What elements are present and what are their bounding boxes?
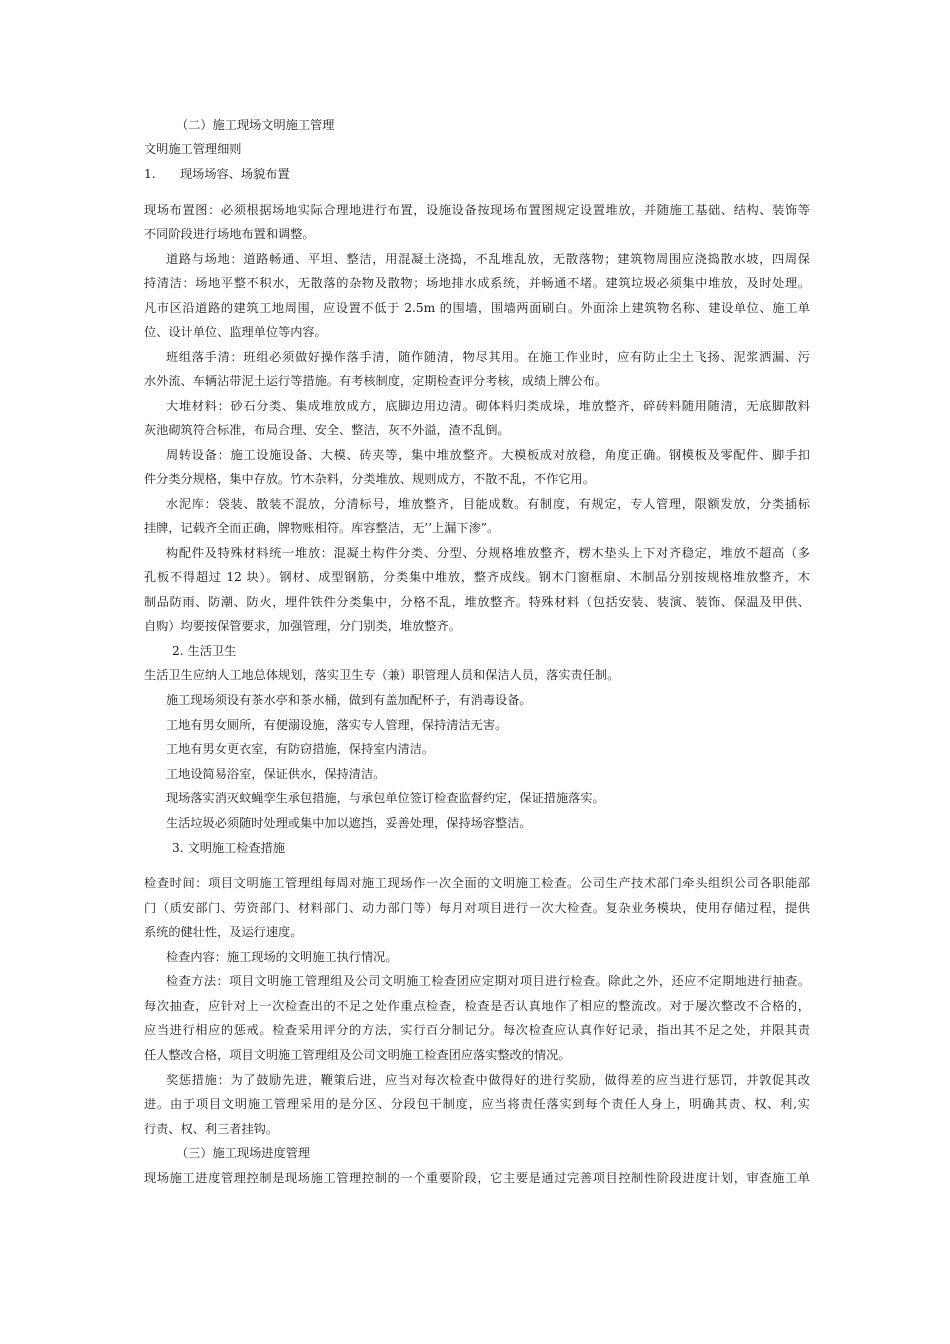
paragraph-line: 自购）均要按保管要求，加强管理，分门别类，堆放整齐。: [144, 619, 461, 633]
list-item: 施工现场须设有茶水亭和茶水桶，做到有盖加配杯子，有消毒设备。: [166, 693, 532, 707]
list-item: 现场落实消灭蚊蝇孪生承包措施，与承包单位签订检查监督约定，保证措施落实。: [166, 791, 605, 805]
list-item: 工地设简易浴室，保证供水，保持清洁。: [166, 767, 386, 781]
section-heading-3: （三）施工现场进度管理: [176, 1146, 311, 1160]
paragraph-line: 制品防雨、防潮、防火，埋件铁件分类集中，分格不乱，堆放整齐。特殊材料（包括安装、装演、装饰、保温及甲供、: [144, 595, 810, 609]
paragraph-line: 构配件及特殊材料统一堆放：混凝土构件分类、分型、分规格堆放整齐，楞木垫头上下对齐稳定，堆放不超高（多: [166, 546, 810, 560]
paragraph-line: 道路与场地：道路畅通、平坦、整洁，用混凝土浇捣，不乱堆乱放，无散落物；建筑物周围应浇捣散水坡，四周保: [166, 252, 810, 266]
paragraph-line: 生活卫生应纳人工地总体规划，落实卫生专（兼）职管理人员和保洁人员，落实责任制。: [144, 668, 620, 682]
heading-1-text: 现场场容、场貌布置: [180, 167, 290, 181]
paragraph-line: 应当进行相应的惩戒。检查采用评分的方法，实行百分制记分。每次检查应认真作好记录，指出其不足之处，并限其责: [144, 1023, 810, 1037]
paragraph-line: 水泥库：袋装、散装不混放，分清标号，堆放整齐，目能成数。有制度，有规定，专人管理，限额发放，分类插标: [166, 497, 810, 511]
heading-1: [144, 166, 810, 182]
paragraph-line: 凡市区沿道路的建筑工地周围，应设置不低于 2.5m 的围墙，围墙两面刷白。外面涂上建筑物名称、建设单位、施工单: [144, 301, 810, 315]
paragraph-line: 持清洁：场地平整不积水，无散落的杂物及散物；场地排水成系统，并畅通不堵。建筑垃圾必须集中堆放，及时处理。: [144, 276, 810, 290]
paragraph-line: 周转设备：施工设施设备、大模、砖夹等，集中堆放整齐。大模板成对放稳，角度正确。钢模板及零配件、脚手扣: [166, 448, 810, 462]
heading-1-number: 1.: [144, 167, 156, 181]
paragraph-line: 检查内容：施工现场的文明施工执行情况。: [166, 950, 398, 964]
paragraph-line: 行责、权、利三者挂钩。: [144, 1122, 279, 1136]
paragraph-line: 灰池砌筑符合标准，布局合理、安全、整洁，灰不外溢，渣不乱倒。: [144, 423, 510, 437]
list-item: 工地有男女厕所，有便溺设施，落实专人管理，保持清洁无害。: [166, 718, 508, 732]
paragraph-line: 每次抽查，应针对上一次检查出的不足之处作重点检查，检查是否认真地作了相应的整流改。对于屡次整改不合格的，: [144, 999, 810, 1013]
rules-title: 文明施工管理细则: [144, 142, 242, 156]
paragraph-line: 水外流、车辆沾带泥土运行等措施。有考核制度，定期检查评分考核，成绩上牌公布。: [144, 374, 608, 388]
heading-3: 3. 文明施工检查措施: [172, 841, 286, 855]
paragraph-line: 班组落手清：班组必须做好操作落手清，随作随清，物尽其用。在施工作业时，应有防止尘土飞扬、泥浆洒漏、污: [166, 350, 810, 364]
paragraph-line: 检查方法：项目文明施工管理组及公司文明施工检查团应定期对项目进行检查。除此之外，还应不定期地进行抽查。: [166, 974, 810, 988]
paragraph-line: 挂牌，记载齐全而正确，牌物账相符。库容整洁，无’’上漏下渗”。: [144, 521, 500, 535]
paragraph-line: 现场布置图：必须根据场地实际合理地进行布置，设施设备按现场布置图规定设置堆放，并随施工基础、结构、装饰等: [144, 203, 810, 217]
paragraph-line: 不同阶段进行场地布置和调整。: [144, 227, 315, 241]
paragraph-line: 现场施工进度管理控制是现场施工管理控制的一个重要阶段，它主要是通过完善项目控制性阶段进度计划，审查施工单: [144, 1171, 810, 1185]
paragraph-line: 系统的健壮性，及运行速度。: [144, 925, 303, 939]
paragraph-line: 检查时间：项目文明施工管理组每周对施工现场作一次全面的文明施工检查。公司生产技术部门牵头组织公司各职能部: [144, 876, 810, 890]
list-item: 生活垃圾必须随时处理或集中加以遮挡，妥善处理，保持场容整洁。: [166, 816, 532, 830]
section-heading-2: （二）施工现场文明施工管理: [176, 118, 335, 132]
paragraph-line: 孔板不得超过 12 块）。钢材、成型钢筋，分类集中堆放，整齐成线。钢木门窗框扇、木制品分别按规格堆放整齐，木: [144, 570, 810, 584]
heading-2: 2. 生活卫生: [172, 644, 237, 658]
paragraph-line: 件分类分规格，集中存放。竹木杂料，分类堆放、规则成方，不散不乱，不作它用。: [144, 472, 595, 486]
paragraph-line: 进。由于项目文明施工管理采用的是分区、分段包干制度，应当将责任落实到每个责任人身上，明确其责、权、利,实: [144, 1097, 810, 1111]
paragraph-line: 奖惩措施：为了鼓励先进，鞭策后进，应当对每次检查中做得好的进行奖励，做得差的应当进行惩罚，并敦促其改: [166, 1073, 810, 1087]
paragraph-line: 位、设计单位、监理单位等内容。: [144, 325, 327, 339]
paragraph-line: 任人整改合格，项目文明施工管理组及公司文明施工检查团应落实整改的情况。: [144, 1048, 571, 1062]
paragraph-line: 门（质安部门、劳资部门、材料部门、动力部门等）每月对项目进行一次大检查。复杂业务模块，使用存储过程，提供: [144, 901, 810, 915]
list-item: 工地有男女更衣室，有防窃措施，保持室内清洁。: [166, 742, 435, 756]
paragraph-line: 大堆材料：砂石分类、集成堆放成方，底脚边用边清。砌体料归类成垛，堆放整齐，碎砖料随用随清，无底脚散料: [166, 399, 810, 413]
